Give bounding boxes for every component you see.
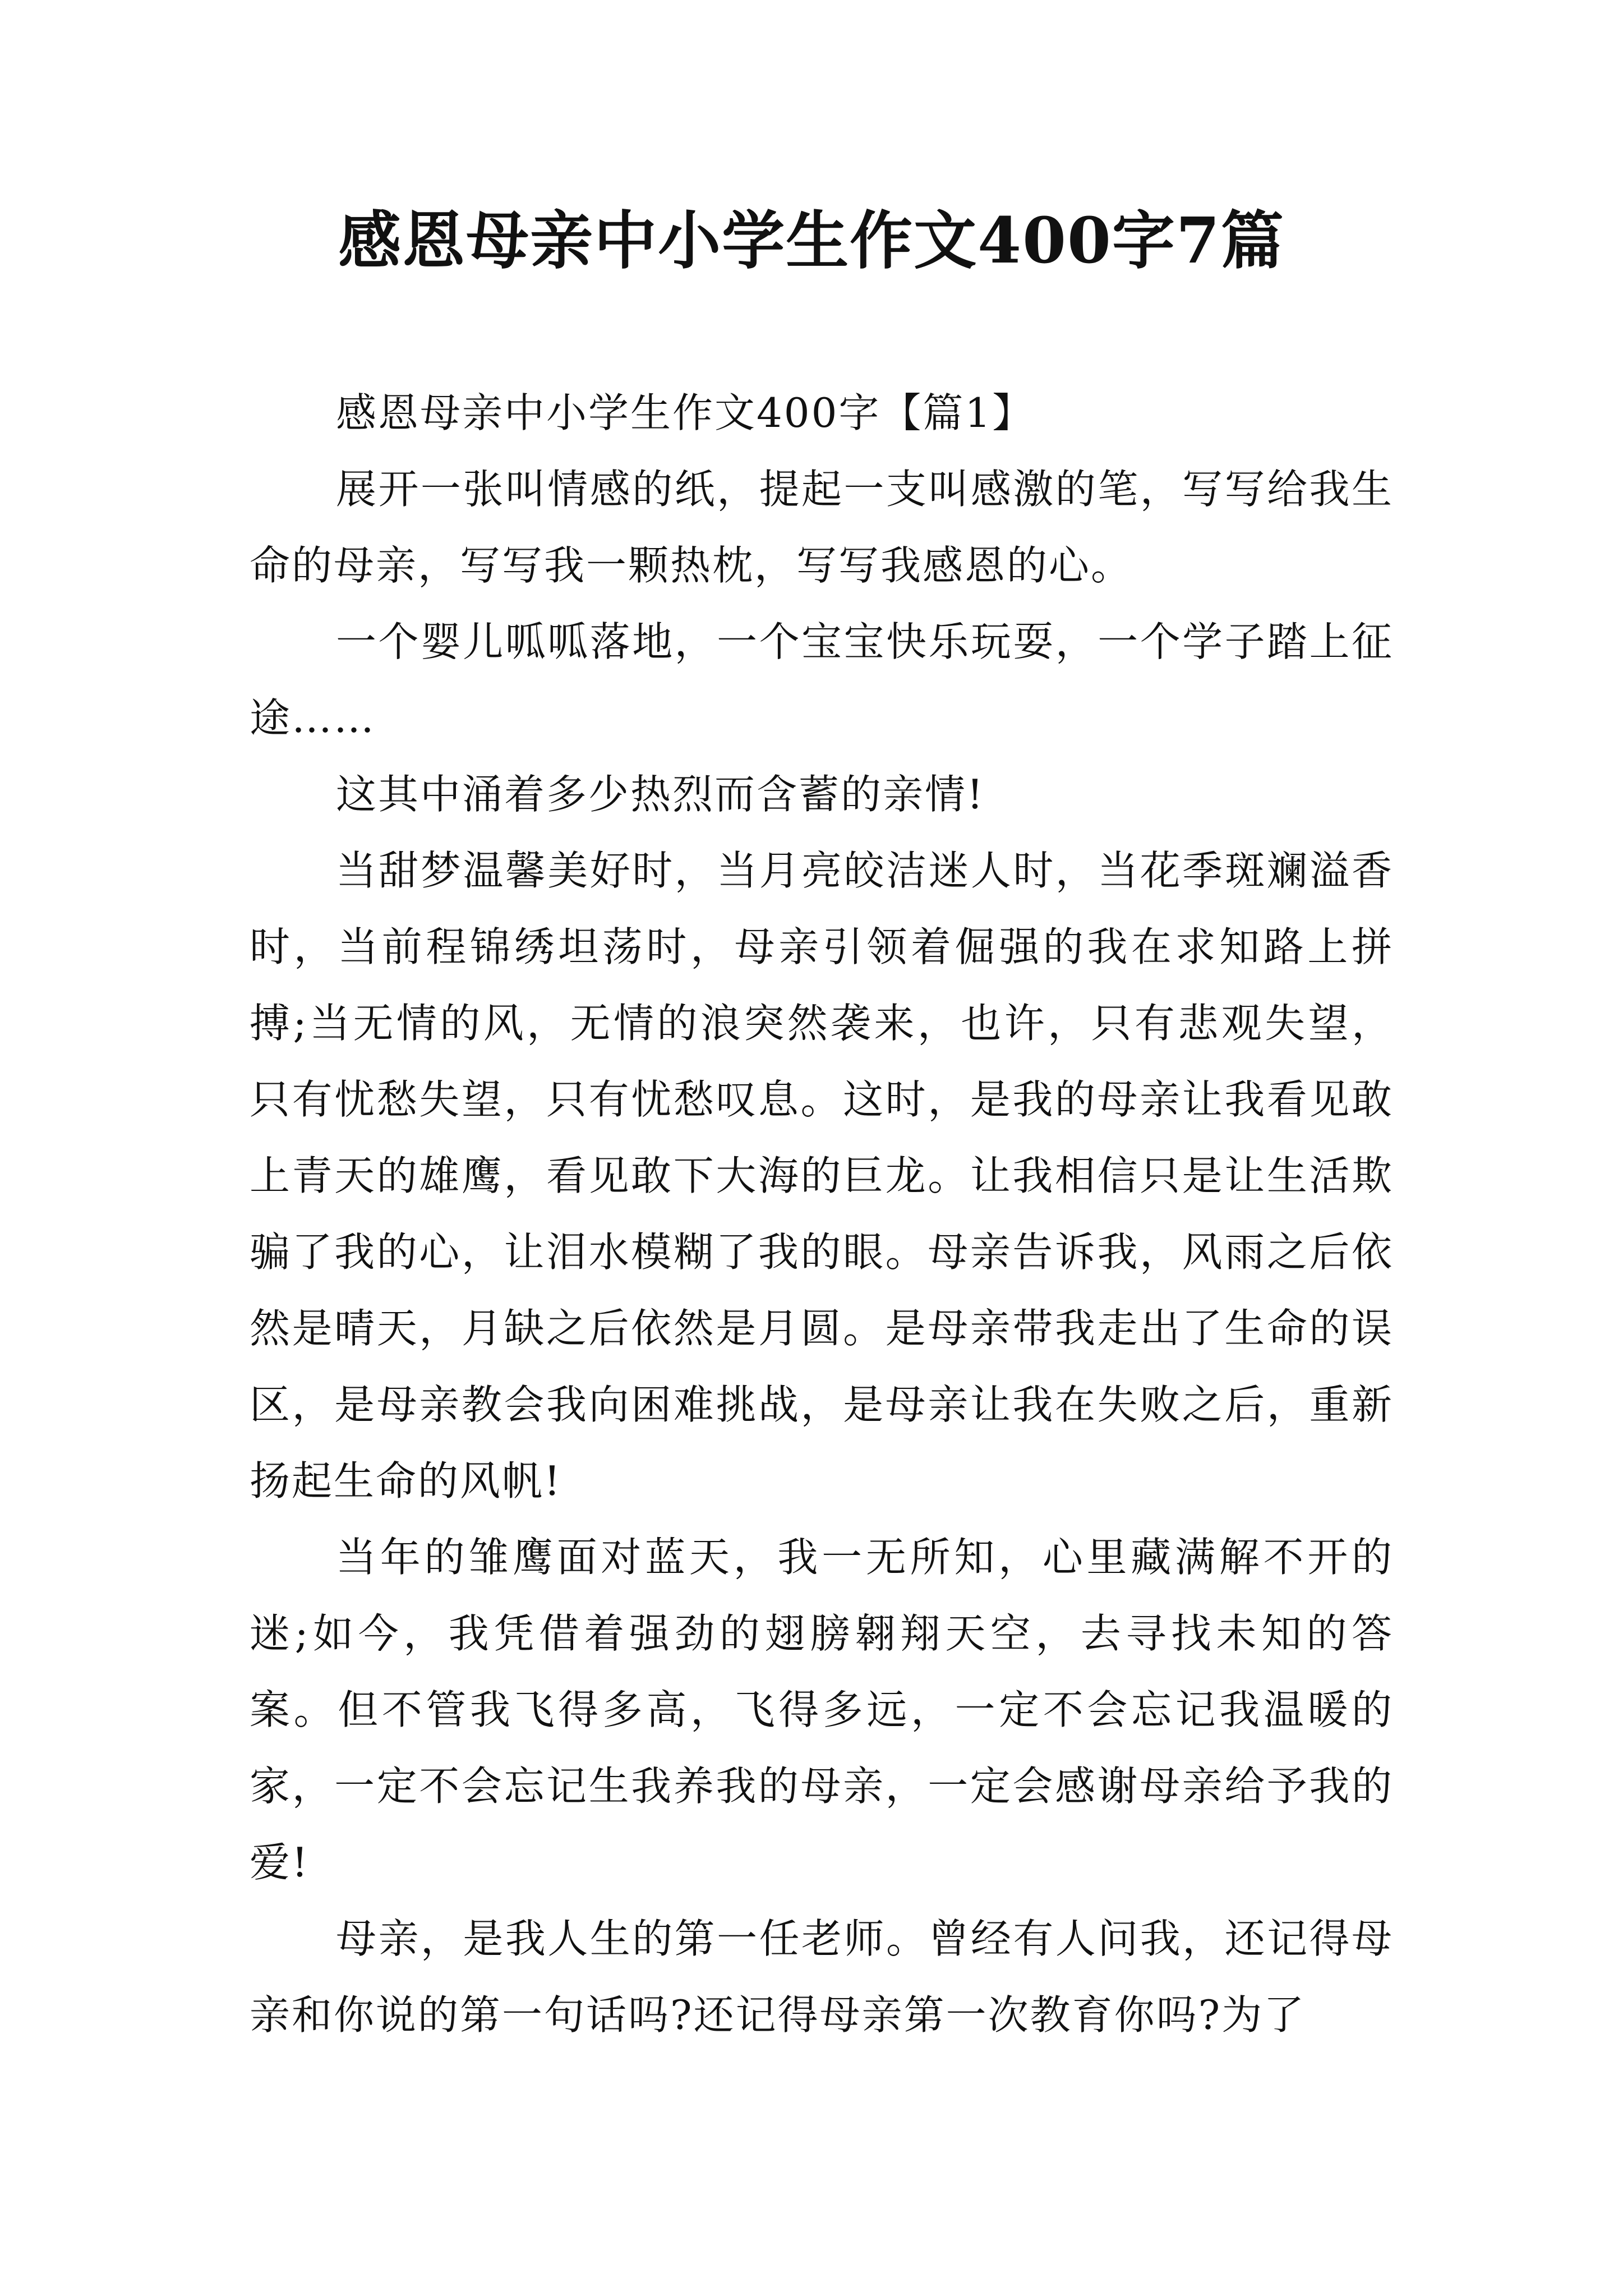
document-body: [250, 375, 1394, 2053]
section-heading: 感恩母亲中小学生作文400字【篇1】: [336, 389, 1035, 436]
paragraph: 展开一张叫情感的纸，提起一支叫感激的笔，写写给我生命的母亲，写写我一颗热枕，写写我感恩的心。: [250, 466, 1394, 589]
paragraph: 当甜梦温馨美好时，当月亮皎洁迷人时，当花季斑斓溢香时，当前程锦绣坦荡时，母亲引领着倔强的我在求知路上拼搏;当无情的风，无情的浪突然袭来，也许，只有悲观失望，只有忧愁失望，只有忧愁叹息。这时，是我的母亲让我看见敢上青天的雄鹰，看见敢下大海的巨龙。让我相信只是让生活欺骗了我的心，让泪水模糊了我的眼。母亲告诉我，风雨之后依然是晴天，月缺之后依然是月圆。是母亲带我走出了生命的误区，是母亲教会我向困难挑战，是母亲让我在失败之后，重新扬起生命的风帆!: [250, 847, 1394, 1504]
document-title: 感恩母亲中小学生作文400字7篇: [338, 204, 1285, 278]
paragraph: 母亲，是我人生的第一任老师。曾经有人问我，还记得母亲和你说的第一句话吗?还记得母亲第一次教育你吗?为了: [250, 1915, 1394, 2039]
paragraph: 一个婴儿呱呱落地，一个宝宝快乐玩耍，一个学子踏上征途……: [250, 618, 1394, 742]
paragraph: 这其中涌着多少热烈而含蓄的亲情!: [336, 771, 985, 818]
paragraph: 当年的雏鹰面对蓝天，我一无所知，心里藏满解不开的迷;如今，我凭借着强劲的翅膀翱翔天空，去寻找未知的答案。但不管我飞得多高，飞得多远，一定不会忘记我温暖的家，一定不会忘记生我养我的母亲，一定会感谢母亲给予我的爱!: [250, 1534, 1394, 1886]
